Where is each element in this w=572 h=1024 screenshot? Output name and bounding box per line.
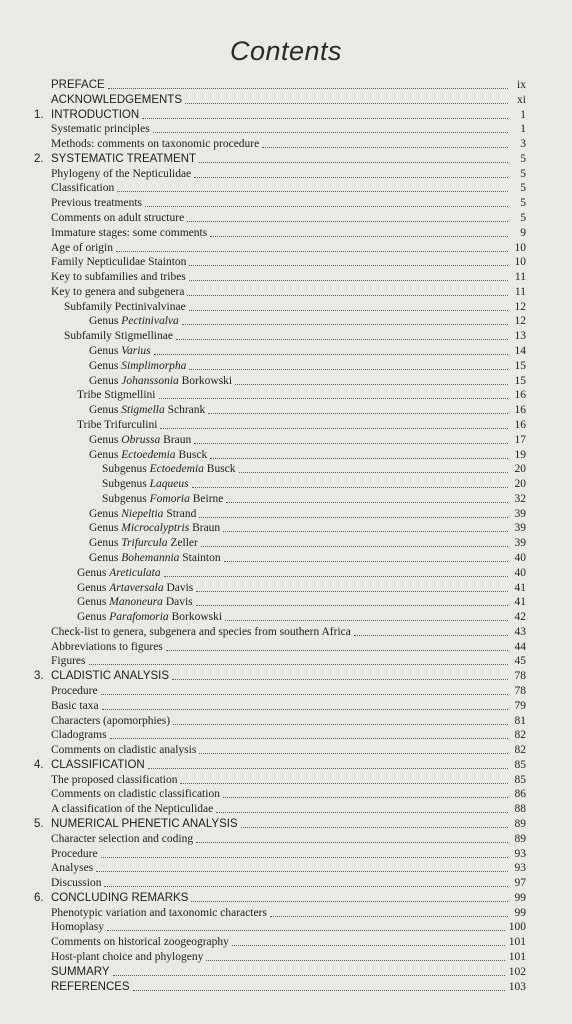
taxon-name: Ectoedemia [121, 448, 176, 461]
page-number: 43 [514, 625, 526, 638]
page-number: 16 [514, 389, 526, 402]
entry-label: ACKNOWLEDGEMENTS [51, 93, 182, 106]
dot-leader [189, 310, 508, 311]
entry-label: Genus Trifurcula Zeller [89, 537, 198, 550]
entry-label: Subgenus Laqueus [102, 478, 189, 491]
dot-leader [225, 620, 508, 621]
entry-label: Genus Niepeltia Strand [89, 507, 197, 520]
dot-leader [201, 546, 508, 547]
toc-entry [51, 224, 526, 240]
entry-label: Subfamily Pectinivalvinae [64, 300, 186, 313]
dot-leader [223, 797, 508, 798]
entry-label: Methods: comments on taxonomic procedure [51, 138, 260, 151]
toc-entry [51, 785, 526, 801]
toc-entry [51, 771, 526, 787]
toc-entry [51, 209, 526, 225]
toc-section-entry [51, 91, 526, 107]
entry-label: Genus Pectinivalva [89, 315, 179, 328]
entry-label: Tribe Stigmellini [77, 389, 156, 402]
dot-leader [101, 694, 508, 695]
dot-leader [216, 812, 508, 813]
toc-entry [51, 904, 526, 920]
taxon-author: Strand [163, 507, 197, 520]
toc-section-entry [34, 889, 526, 905]
page-number: 20 [514, 463, 526, 476]
dot-leader [148, 768, 508, 769]
taxon-author: Borkowski [178, 374, 233, 387]
toc-entry [51, 859, 526, 875]
toc-entry [64, 298, 526, 314]
toc-section-entry [34, 815, 526, 831]
page-number: 14 [514, 345, 526, 358]
entry-label: SYSTEMATIC TREATMENT [51, 152, 197, 165]
dot-leader [117, 191, 508, 192]
entry-label: Key to subfamilies and tribes [51, 271, 186, 284]
dot-leader [182, 324, 508, 325]
page-number: 5 [520, 152, 526, 165]
toc-entry [89, 505, 526, 521]
dot-leader [189, 265, 508, 266]
entry-label: Genus Varius [89, 345, 151, 358]
dot-leader [173, 724, 508, 725]
entry-label: Basic taxa [51, 699, 99, 712]
page-number: 39 [514, 507, 526, 520]
toc-entry [51, 845, 526, 861]
dot-leader [210, 458, 508, 459]
toc-section-entry [51, 76, 526, 92]
entry-label: Comments on historical zoogeography [51, 936, 229, 949]
entry-label: Family Nepticulidae Stainton [51, 256, 187, 269]
taxon-name: Stigmella [121, 404, 165, 417]
dot-leader [104, 886, 508, 887]
page-number: 3 [520, 138, 526, 151]
toc-section-entry [34, 756, 526, 772]
dot-leader [223, 531, 508, 532]
dot-leader [187, 295, 508, 296]
page-number: 1 [520, 108, 526, 121]
entry-label: Genus Artaversala Davis [77, 581, 194, 594]
entry-label: Homoplasy [51, 921, 105, 934]
page-number: 1 [520, 123, 526, 136]
page-number: 5 [520, 197, 526, 210]
entry-label: NUMERICAL PHENETIC ANALYSIS [51, 818, 238, 830]
taxon-name: Manoneura [109, 596, 163, 609]
page-number: 78 [514, 670, 526, 683]
dot-leader [133, 990, 505, 991]
toc-entry [89, 312, 526, 328]
table-of-contents [0, 76, 572, 1006]
toc-entry [102, 490, 526, 506]
taxon-author: Braun [189, 522, 221, 535]
page-number: 99 [514, 891, 526, 904]
page-number: 99 [514, 906, 526, 919]
dot-leader [239, 472, 508, 473]
dot-leader [199, 517, 508, 518]
toc-entry [89, 431, 526, 447]
section-number: 5. [34, 818, 44, 830]
page-number: 16 [514, 418, 526, 431]
entry-label: SUMMARY [51, 965, 110, 978]
page-number: 15 [514, 374, 526, 387]
dot-leader [176, 339, 508, 340]
dot-leader [189, 280, 508, 281]
entry-label: Characters (apomorphies) [51, 714, 171, 727]
page-number: 40 [514, 566, 526, 579]
toc-entry [51, 135, 526, 151]
dot-leader [235, 384, 508, 385]
taxon-name: Obrussa [121, 433, 161, 446]
entry-label: Procedure [51, 847, 98, 860]
taxon-name: Parafomoria [109, 611, 169, 624]
dot-leader [196, 842, 508, 843]
dot-leader [102, 709, 508, 710]
taxon-name: Areticulata [109, 566, 161, 579]
entry-label: REFERENCES [51, 980, 130, 993]
page-number: 100 [508, 921, 526, 934]
page-number: 89 [514, 818, 526, 830]
page-number: 93 [514, 847, 526, 860]
taxon-name: Trifurcula [121, 537, 168, 550]
page-number: 85 [514, 758, 526, 771]
toc-entry [77, 416, 526, 432]
page-number: 9 [520, 226, 526, 239]
page-number: 86 [514, 788, 526, 801]
entry-label: Genus Parafomoria Borkowski [77, 611, 223, 624]
toc-entry [51, 638, 526, 654]
toc-entry [51, 283, 526, 299]
page-number: 5 [520, 182, 526, 195]
dot-leader [196, 591, 508, 592]
toc-entry [102, 475, 526, 491]
dot-leader [185, 103, 508, 104]
toc-entry [51, 874, 526, 890]
taxon-author: Braun [160, 433, 192, 446]
page-number: 10 [514, 241, 526, 254]
page-number: 16 [514, 404, 526, 417]
toc-entry [51, 948, 526, 964]
dot-leader [142, 118, 508, 119]
dot-leader [89, 664, 509, 665]
toc-entry [89, 372, 526, 388]
toc-entry [51, 239, 526, 255]
page-number: 79 [514, 699, 526, 712]
page-number: 10 [514, 256, 526, 269]
taxon-name: Bohemannia [121, 551, 180, 564]
dot-leader [232, 945, 505, 946]
entry-label: Classification [51, 182, 115, 195]
entry-label: INTRODUCTION [51, 108, 140, 121]
page-number: 42 [514, 611, 526, 624]
section-number: 4. [34, 758, 44, 771]
taxon-name: Microcalyptris [121, 522, 190, 535]
page-number: 102 [508, 965, 526, 978]
dot-leader [96, 871, 508, 872]
page-number: 101 [508, 936, 526, 949]
entry-label: Abbreviations to figures [51, 640, 163, 653]
entry-label: Immature stages: some comments [51, 226, 208, 239]
entry-label: Genus Bohemannia Stainton [89, 551, 221, 564]
dot-leader [110, 738, 508, 739]
entry-label: Previous treatments [51, 197, 143, 210]
page-number: 93 [514, 862, 526, 875]
taxon-author: Borkowski [168, 611, 223, 624]
dot-leader [108, 88, 508, 89]
entry-label: Figures [51, 655, 86, 668]
toc-entry [51, 697, 526, 713]
entry-label: Comments on cladistic classification [51, 788, 220, 801]
taxon-author: Davis [162, 596, 193, 609]
dot-leader [187, 221, 508, 222]
entry-label: Subgenus Ectoedemia Busck [102, 463, 236, 476]
section-number: 1. [34, 108, 44, 121]
page-number: 20 [514, 478, 526, 491]
page-number: 41 [514, 596, 526, 609]
dot-leader [107, 930, 505, 931]
dot-leader [113, 975, 505, 976]
toc-entry [89, 357, 526, 373]
taxon-author: Stainton [179, 551, 221, 564]
entry-label: CLASSIFICATION [51, 758, 145, 771]
dot-leader [206, 960, 504, 961]
page-number: 13 [514, 330, 526, 343]
toc-entry [51, 179, 526, 195]
dot-leader [194, 177, 508, 178]
toc-entry [64, 327, 526, 343]
dot-leader [160, 428, 508, 429]
entry-label: Cladograms [51, 729, 107, 742]
page-number: 39 [514, 522, 526, 535]
toc-entry [51, 623, 526, 639]
page-number: 45 [514, 655, 526, 668]
taxon-author: Beirne [189, 492, 224, 505]
toc-entry [51, 933, 526, 949]
toc-section-entry [34, 106, 526, 122]
entry-label: Subgenus Fomoria Beirne [102, 492, 224, 505]
dot-leader [241, 827, 508, 828]
taxon-name: Fomoria [149, 492, 190, 505]
entry-label: Phenotypic variation and taxonomic characters [51, 906, 267, 919]
taxon-author: Schrank [164, 404, 206, 417]
section-number: 3. [34, 670, 44, 683]
page-number: 89 [514, 832, 526, 845]
entry-label: A classification of the Nepticulidae [51, 803, 214, 816]
page-number: 88 [514, 803, 526, 816]
toc-section-entry [34, 667, 526, 683]
toc-entry [51, 800, 526, 816]
entry-label: Genus Stigmella Schrank [89, 404, 206, 417]
dot-leader [208, 413, 508, 414]
toc-entry [51, 726, 526, 742]
entry-label: Discussion [51, 877, 102, 890]
page-number: 11 [514, 271, 526, 284]
toc-entry [51, 918, 526, 934]
page-number: 40 [514, 551, 526, 564]
entry-label: Systematic principles [51, 123, 150, 136]
toc-entry [89, 446, 526, 462]
dot-leader [189, 369, 508, 370]
page-number: 101 [508, 951, 526, 964]
page-number: 81 [514, 714, 526, 727]
toc-entry [89, 549, 526, 565]
page-number: 12 [514, 315, 526, 328]
taxon-author: Davis [163, 581, 194, 594]
taxon-name: Laqueus [149, 478, 189, 491]
entry-label: Phylogeny of the Nepticulidae [51, 167, 192, 180]
toc-section-entry [51, 978, 526, 994]
entry-label: Subfamily Stigmellinae [64, 330, 173, 343]
page-number: 103 [508, 980, 526, 993]
dot-leader [145, 206, 508, 207]
dot-leader [153, 132, 508, 133]
taxon-name: Pectinivalva [121, 315, 179, 328]
taxon-name: Varius [121, 345, 151, 358]
toc-entry [89, 342, 526, 358]
taxon-name: Johanssonia [121, 374, 179, 387]
entry-label: CLADISTIC ANALYSIS [51, 670, 170, 683]
entry-label: CONCLUDING REMARKS [51, 891, 189, 904]
toc-entry [77, 386, 526, 402]
taxon-author: Busck [175, 448, 208, 461]
entry-label: PREFACE [51, 79, 105, 91]
toc-entry [51, 253, 526, 269]
toc-entry [51, 165, 526, 181]
toc-entry [51, 268, 526, 284]
entry-label: Tribe Trifurculini [77, 418, 158, 431]
entry-label: Comments on adult structure [51, 212, 185, 225]
page-number: 41 [514, 581, 526, 594]
page-number: 82 [514, 744, 526, 757]
page-number: 15 [514, 359, 526, 372]
toc-entry [77, 608, 526, 624]
dot-leader [270, 916, 508, 917]
dot-leader [180, 783, 508, 784]
toc-entry [51, 830, 526, 846]
dot-leader [194, 443, 508, 444]
dot-leader [210, 236, 508, 237]
toc-entry [51, 652, 526, 668]
entry-label: Character selection and coding [51, 832, 194, 845]
toc-entry [77, 593, 526, 609]
toc-section-entry [51, 963, 526, 979]
dot-leader [196, 605, 508, 606]
entry-label: Genus Microcalyptris Braun [89, 522, 221, 535]
entry-label: Genus Ectoedemia Busck [89, 448, 208, 461]
dot-leader [192, 487, 508, 488]
page-number: ix [517, 79, 526, 91]
dot-leader [226, 502, 508, 503]
dot-leader [199, 753, 508, 754]
dot-leader [354, 635, 508, 636]
toc-entry [51, 194, 526, 210]
dot-leader [159, 398, 509, 399]
toc-entry [102, 460, 526, 476]
toc-entry [89, 534, 526, 550]
dot-leader [101, 857, 508, 858]
toc-entry [77, 564, 526, 580]
taxon-name: Ectoedemia [149, 463, 204, 476]
entry-label: Genus Manoneura Davis [77, 596, 193, 609]
dot-leader [154, 354, 508, 355]
entry-label: Genus Areticulata [77, 566, 161, 579]
page-number: xi [517, 93, 526, 106]
dot-leader [116, 251, 508, 252]
taxon-author: Busck [203, 463, 236, 476]
dot-leader [224, 561, 508, 562]
toc-entry [51, 682, 526, 698]
toc-entry [51, 712, 526, 728]
page-number: 12 [514, 300, 526, 313]
page-number: 82 [514, 729, 526, 742]
section-number: 2. [34, 152, 44, 165]
entry-label: Genus Simplimorpha [89, 359, 187, 372]
taxon-name: Artaversala [109, 581, 164, 594]
entry-label: The proposed classification [51, 773, 178, 786]
page-number: 5 [520, 167, 526, 180]
entry-label: Comments on cladistic analysis [51, 744, 197, 757]
dot-leader [166, 650, 508, 651]
entry-label: Age of origin [51, 241, 113, 254]
entry-label: Check-list to genera, subgenera and species from southern Africa [51, 625, 351, 638]
page-number: 5 [520, 212, 526, 225]
entry-label: Key to genera and subgenera [51, 285, 185, 298]
page-number: 32 [514, 492, 526, 505]
dot-leader [199, 162, 508, 163]
page-number: 11 [514, 285, 526, 298]
taxon-name: Niepeltia [121, 507, 164, 520]
entry-label: Analyses [51, 862, 94, 875]
page-title: Contents [229, 36, 343, 66]
toc-entry [51, 120, 526, 136]
dot-leader [262, 147, 508, 148]
taxon-name: Simplimorpha [121, 359, 187, 372]
toc-entry [77, 579, 526, 595]
taxon-author: Zeller [167, 537, 198, 550]
page-number: 39 [514, 537, 526, 550]
page-number: 19 [514, 448, 526, 461]
page-number: 97 [514, 877, 526, 890]
dot-leader [172, 679, 508, 680]
page-number: 78 [514, 684, 526, 697]
entry-label: Genus Obrussa Braun [89, 433, 192, 446]
toc-section-entry [34, 150, 526, 166]
section-number: 6. [34, 891, 44, 904]
toc-entry [51, 741, 526, 757]
entry-label: Genus Johanssonia Borkowski [89, 374, 233, 387]
page-number: 44 [514, 640, 526, 653]
page-number: 17 [514, 433, 526, 446]
entry-label: Host-plant choice and phylogeny [51, 951, 204, 964]
toc-entry [89, 401, 526, 417]
dot-leader [191, 901, 508, 902]
page-number: 85 [514, 773, 526, 786]
entry-label: Procedure [51, 684, 98, 697]
dot-leader [164, 576, 508, 577]
toc-entry [89, 519, 526, 535]
